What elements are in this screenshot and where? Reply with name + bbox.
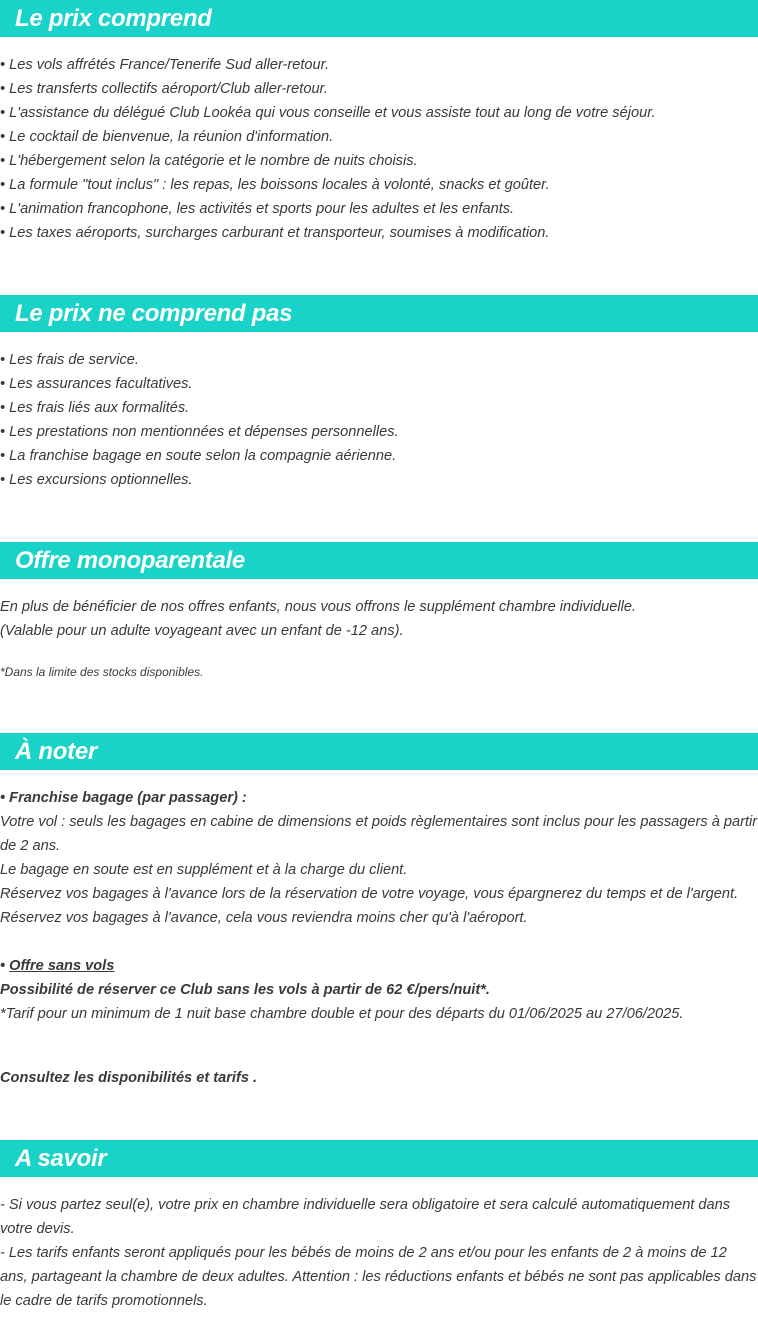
paragraph: Le bagage en soute est en supplément et à la charge du client.	[0, 862, 408, 878]
paragraph: - Les tarifs enfants seront appliqués pour les bébés de moins de 2 ans et/ou pour les enfants de 2 à moins de 12 ans, partageant la chambre de deux adultes. Attention : les réductions enfants et bébés ne sont pas applicables dans le cadre de tarifs promotionnels.	[0, 1245, 757, 1309]
offer-heading: Offre sans vols	[9, 958, 115, 974]
section-title: Le prix ne comprend pas	[15, 300, 293, 327]
paragraph: En plus de bénéficier de nos offres enfants, nous vous offrons le supplément chambre individuelle.	[0, 599, 637, 615]
section-title: Offre monoparentale	[15, 547, 245, 574]
not-included-list	[0, 348, 758, 492]
list-item: • Les transferts collectifs aéroport/Club aller-retour.	[0, 81, 328, 97]
list-item: • Les assurances facultatives.	[0, 376, 193, 392]
list-item: • La franchise bagage en soute selon la compagnie aérienne.	[0, 448, 397, 464]
paragraph: - Si vous partez seul(e), votre prix en chambre individuelle sera obligatoire et sera calculé automatiquement dans votre devis.	[0, 1197, 731, 1237]
section-title: Le prix comprend	[15, 5, 212, 32]
baggage-heading: • Franchise bagage (par passager) :	[0, 790, 247, 806]
to-note-content	[0, 786, 758, 1026]
list-item: • L'animation francophone, les activités et sports pour les adultes et les enfants.	[0, 201, 515, 217]
section-header-not-included	[0, 295, 758, 332]
paragraph: Réservez vos bagages à l'avance lors de la réservation de votre voyage, vous épargnerez du temps et de l'argent.	[0, 886, 739, 902]
list-item: • L'assistance du délégué Club Lookéa qui vous conseille et vous assiste tout au long de votre séjour.	[0, 105, 656, 121]
offer-heading-line	[0, 954, 758, 978]
section-title: A savoir	[15, 1145, 107, 1172]
offer-note: *Tarif pour un minimum de 1 nuit base chambre double et pour des départs du 01/06/2025 au 27/06/2025.	[0, 1006, 684, 1022]
paragraph: Votre vol : seuls les bagages en cabine de dimensions et poids règlementaires sont inclus pour les passagers à partir de 2 ans.	[0, 814, 758, 854]
section-header-to-note	[0, 733, 758, 770]
stock-note: *Dans la limite des stocks disponibles.	[0, 665, 204, 679]
list-item: • Le cocktail de bienvenue, la réunion d'information.	[0, 129, 334, 145]
list-item: • Les excursions optionnelles.	[0, 472, 193, 488]
bullet: •	[0, 958, 10, 974]
list-item: • Les frais de service.	[0, 352, 139, 368]
list-item: • Les taxes aéroports, surcharges carburant et transporteur, soumises à modification.	[0, 225, 550, 241]
section-header-single-parent	[0, 542, 758, 579]
offer-line: Possibilité de réserver ce Club sans les vols à partir de 62 €/pers/nuit*.	[0, 982, 490, 998]
list-item: • Les frais liés aux formalités.	[0, 400, 190, 416]
list-item: • L'hébergement selon la catégorie et le nombre de nuits choisis.	[0, 153, 418, 169]
single-parent-text	[0, 595, 758, 643]
list-item: • Les prestations non mentionnées et dépenses personnelles.	[0, 424, 399, 440]
list-item: • La formule "tout inclus" : les repas, les boissons locales à volonté, snacks et goûter.	[0, 177, 550, 193]
section-title: À noter	[15, 738, 97, 765]
consult-link[interactable]: Consultez les disponibilités et tarifs .	[0, 1070, 258, 1086]
included-list	[0, 53, 758, 245]
section-header-to-know	[0, 1140, 758, 1177]
paragraph: Réservez vos bagages à l'avance, cela vous reviendra moins cher qu'à l'aéroport.	[0, 910, 528, 926]
paragraph: (Valable pour un adulte voyageant avec un enfant de -12 ans).	[0, 623, 404, 639]
list-item: • Les vols affrétés France/Tenerife Sud aller-retour.	[0, 57, 330, 73]
section-header-included	[0, 0, 758, 37]
to-know-content	[0, 1193, 758, 1313]
